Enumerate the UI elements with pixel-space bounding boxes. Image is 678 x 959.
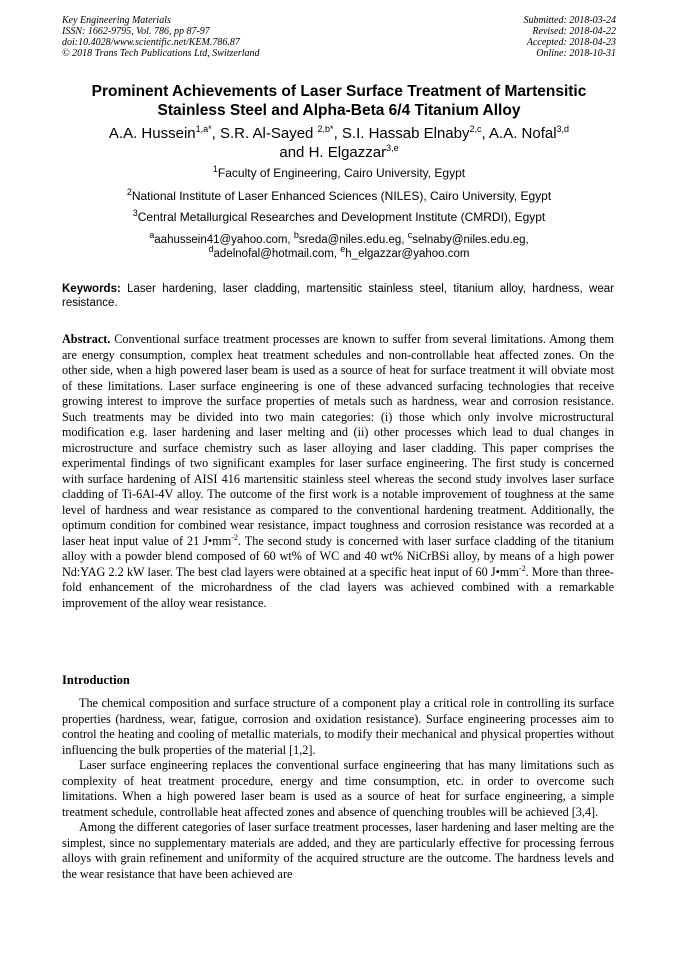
email-sup: c bbox=[407, 230, 413, 241]
abstract-text: Conventional surface treatment processes are known to suffer from several limitations. Among them are energy consumption, complex heat treatment schedules and non-controllable heat affected zones. On the other side, when a high powered laser beam is used as a source of heat for surface treatment it will obviate most of these limitations. Laser surface engineering is one of these advanced surfacing technologies that receive growing interest to improve the surface properties of metals such as hardness, wear and corrosion resistance. Such treatments may be divided into two main categories: (i) those which only involve microstructural modification e.g. laser hardening and laser melting and (ii) other processes which lead to dual changes in microstructure and surface chemistry such as laser alloying and laser cladding. This paper comprises the experimental findings of two significant examples for laser surface engineering. The first study is concerned with surface hardening of AISI 416 martensitic stainless steel whereas the second study involves laser surface cladding of Ti-6Al-4V alloy. The outcome of the first work is a notable improvement of toughness at the same level of hardness and wear resistance as compared to the conventional hardening treatment. Additionally, the optimum condition for combined wear resistance, impact toughness and corrosion resistance was recorded at a laser heat input value of 21 J•mm bbox=[62, 332, 614, 548]
author-sep: , bbox=[481, 125, 490, 142]
email-link[interactable]: adelnofal@hotmail.com, bbox=[213, 248, 341, 260]
date-online: Online: 2018-10-31 bbox=[536, 48, 616, 59]
publication-dates bbox=[524, 15, 617, 59]
author-list bbox=[62, 124, 616, 162]
author-affil-sup: 3,d bbox=[556, 124, 570, 134]
abstract-text: . More than three-fold enhancement of the microhardness of the clad layers was achieved combined with a remarkable improvement of the alloy wear resistance. bbox=[62, 564, 614, 610]
author-name: and H. Elgazzar bbox=[279, 144, 387, 161]
journal-doi: doi:10.4028/www.scientific.net/KEM.786.87 bbox=[62, 37, 240, 48]
date-submitted: Submitted: 2018-03-24 bbox=[523, 15, 616, 26]
abstract-text: . The second study is concerned with laser surface cladding of the titanium alloy with a powder blend composed of 60 wt% of WC and 40 wt% NiCrBSi alloy, by means of a high power Nd:YAG 2.2 kW laser. The best clad layers were obtained at a specific heat input of 60 J•mm bbox=[62, 533, 614, 579]
author-name: S.R. Al-Sayed bbox=[220, 125, 318, 142]
affiliation-num: 2 bbox=[126, 187, 132, 197]
affiliation-text: Faculty of Engineering, Cairo University, Egypt bbox=[217, 166, 466, 180]
keywords bbox=[62, 282, 614, 310]
affiliation-1 bbox=[62, 166, 616, 180]
paragraph: The chemical composition and surface structure of a component play a critical role in controlling its surface properties (hardness, wear, fatigue, corrosion and oxidation resistance). Surface engineering processes aim to control the heating and cooling of metallic materials, to modify their mechanical and physical properties without influencing the bulk properties of the material [1,2]. bbox=[62, 696, 614, 757]
email-link[interactable]: aahussein41@yahoo.com, bbox=[154, 234, 294, 246]
author-name: S.I. Hassab Elnaby bbox=[341, 125, 470, 142]
author-affil-sup: 3,e bbox=[386, 143, 399, 153]
email-sup: b bbox=[293, 230, 299, 241]
abstract bbox=[62, 332, 614, 611]
paragraph: Among the different categories of laser surface treatment processes, laser hardening and laser melting are the simplest, since no supplementary materials are added, and they are particularly effective for processing ferrous alloys with grain refinement and uniformity of the acquired structure are the outcome. The hardness levels and the wear resistance that have been achieved are bbox=[62, 820, 614, 881]
journal-issn: ISSN: 1662-9795, Vol. 786, pp 87-97 bbox=[62, 26, 210, 37]
introduction-body bbox=[62, 696, 614, 882]
email-link[interactable]: h_elgazzar@yahoo.com bbox=[345, 248, 470, 260]
keywords-text: Laser hardening, laser cladding, martensitic stainless steel, titanium alloy, hardness, wear resistance. bbox=[62, 283, 614, 309]
title-line-2: Stainless Steel and Alpha-Beta 6/4 Titanium Alloy bbox=[157, 102, 521, 119]
date-revised: Revised: 2018-04-22 bbox=[532, 26, 616, 37]
paper-title bbox=[62, 82, 616, 120]
affiliation-3 bbox=[62, 210, 616, 224]
author-affil-sup: 2,b* bbox=[317, 124, 334, 134]
section-heading: Introduction bbox=[62, 673, 130, 687]
author-affil-sup: 1,a* bbox=[195, 124, 212, 134]
author-name: A.A. Hussein bbox=[108, 125, 196, 142]
date-accepted: Accepted: 2018-04-23 bbox=[526, 37, 616, 48]
title-line-1: Prominent Achievements of Laser Surface Treatment of Martensitic bbox=[91, 83, 587, 100]
affiliation-text: National Institute of Laser Enhanced Sciences (NILES), Cairo University, Egypt bbox=[131, 189, 552, 203]
author-sep: , bbox=[211, 125, 220, 142]
affiliation-text: Central Metallurgical Researches and Development Institute (CMRDI), Egypt bbox=[137, 210, 546, 224]
author-name: A.A. Nofal bbox=[489, 125, 557, 142]
affiliation-num: 1 bbox=[212, 164, 218, 174]
email-sup: a bbox=[149, 230, 155, 241]
author-sep: , bbox=[333, 125, 342, 142]
abstract-sup: -2 bbox=[231, 532, 238, 542]
affiliation-num: 3 bbox=[132, 208, 138, 218]
email-sup: e bbox=[340, 244, 346, 255]
journal-info bbox=[62, 15, 260, 59]
email-link[interactable]: selnaby@niles.edu.eg, bbox=[412, 234, 529, 246]
abstract-sup: -2 bbox=[518, 563, 526, 573]
affiliation-2 bbox=[62, 189, 616, 203]
author-affil-sup: 2,c bbox=[469, 124, 482, 134]
author-emails bbox=[62, 230, 616, 261]
email-sup: d bbox=[208, 244, 214, 255]
journal-copyright: © 2018 Trans Tech Publications Ltd, Switzerland bbox=[62, 48, 260, 59]
abstract-label: Abstract. bbox=[62, 332, 111, 346]
paragraph: Laser surface engineering replaces the conventional surface engineering that has many limitations such as complexity of heat treatment procedure, energy and time consumption, etc. in order to overcome such limitations. When a high powered laser beam is used as a source of heat for surface engineering, a simple treatment schedule, controllable heat affected zones and absence of quenching troubles will be achieved [3,4]. bbox=[62, 758, 614, 819]
email-link[interactable]: sreda@niles.edu.eg, bbox=[298, 234, 408, 246]
journal-name: Key Engineering Materials bbox=[62, 15, 171, 26]
keywords-label: Keywords: bbox=[62, 283, 121, 295]
